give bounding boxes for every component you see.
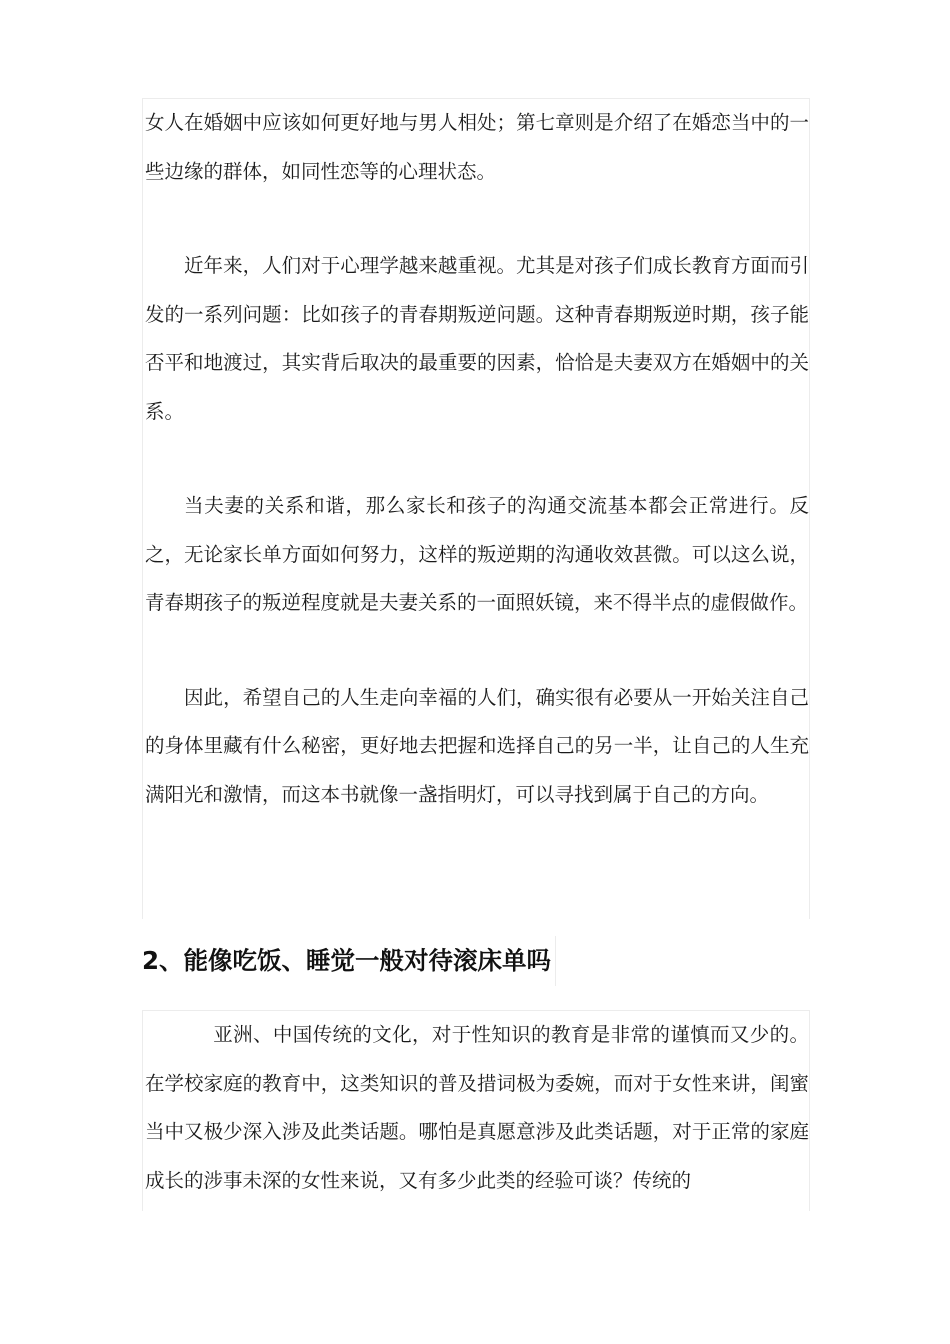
paragraph: 因此，希望自己的人生走向幸福的人们，确实很有必要从一开始关注自己的身体里藏有什么秘密，更好地去把握和选择自己的另一半，让自己的人生充满阳光和激情，而这本书就像一盏指明灯，可以寻找到属于自己的方向。 [145, 685, 809, 806]
paragraph-spacer [143, 436, 809, 482]
paragraph-spacer [143, 196, 809, 242]
paragraph: 当夫妻的关系和谐，那么家长和孩子的沟通交流基本都会正常进行。反之，无论家长单方面如何努力，这样的叛逆期的沟通收效甚微。可以这么说，青春期孩子的叛逆程度就是夫妻关系的一面照妖镜，来不得半点的虚假做作。 [145, 494, 809, 614]
text-block-top [142, 98, 810, 919]
section-heading: 2、能像吃饭、睡觉一般对待滚床单吗 [142, 936, 556, 986]
paragraph: 近年来，人们对于心理学越来越重视。尤其是对孩子们成长教育方面而引发的一系列问题：比如孩子的青春期叛逆问题。这种青春期叛逆时期，孩子能否平和地渡过，其实背后取决的最重要的因素，恰恰是夫妻双方在婚姻中的关系。 [145, 254, 809, 423]
paragraph-spacer [143, 628, 809, 674]
text-block-bottom [142, 1010, 810, 1211]
paragraph: 亚洲、中国传统的文化，对于性知识的教育是非常的谨慎而又少的。在学校家庭的教育中，这类知识的普及措词极为委婉，而对于女性来讲，闺蜜当中又极少深入涉及此类话题。哪怕是真愿意涉及此类话题，对于正常的家庭成长的涉事未深的女性来说，又有多少此类的经验可谈？传统的 [145, 1023, 809, 1192]
paragraph: 女人在婚姻中应该如何更好地与男人相处；第七章则是介绍了在婚恋当中的一些边缘的群体，如同性恋等的心理状态。 [145, 111, 809, 183]
